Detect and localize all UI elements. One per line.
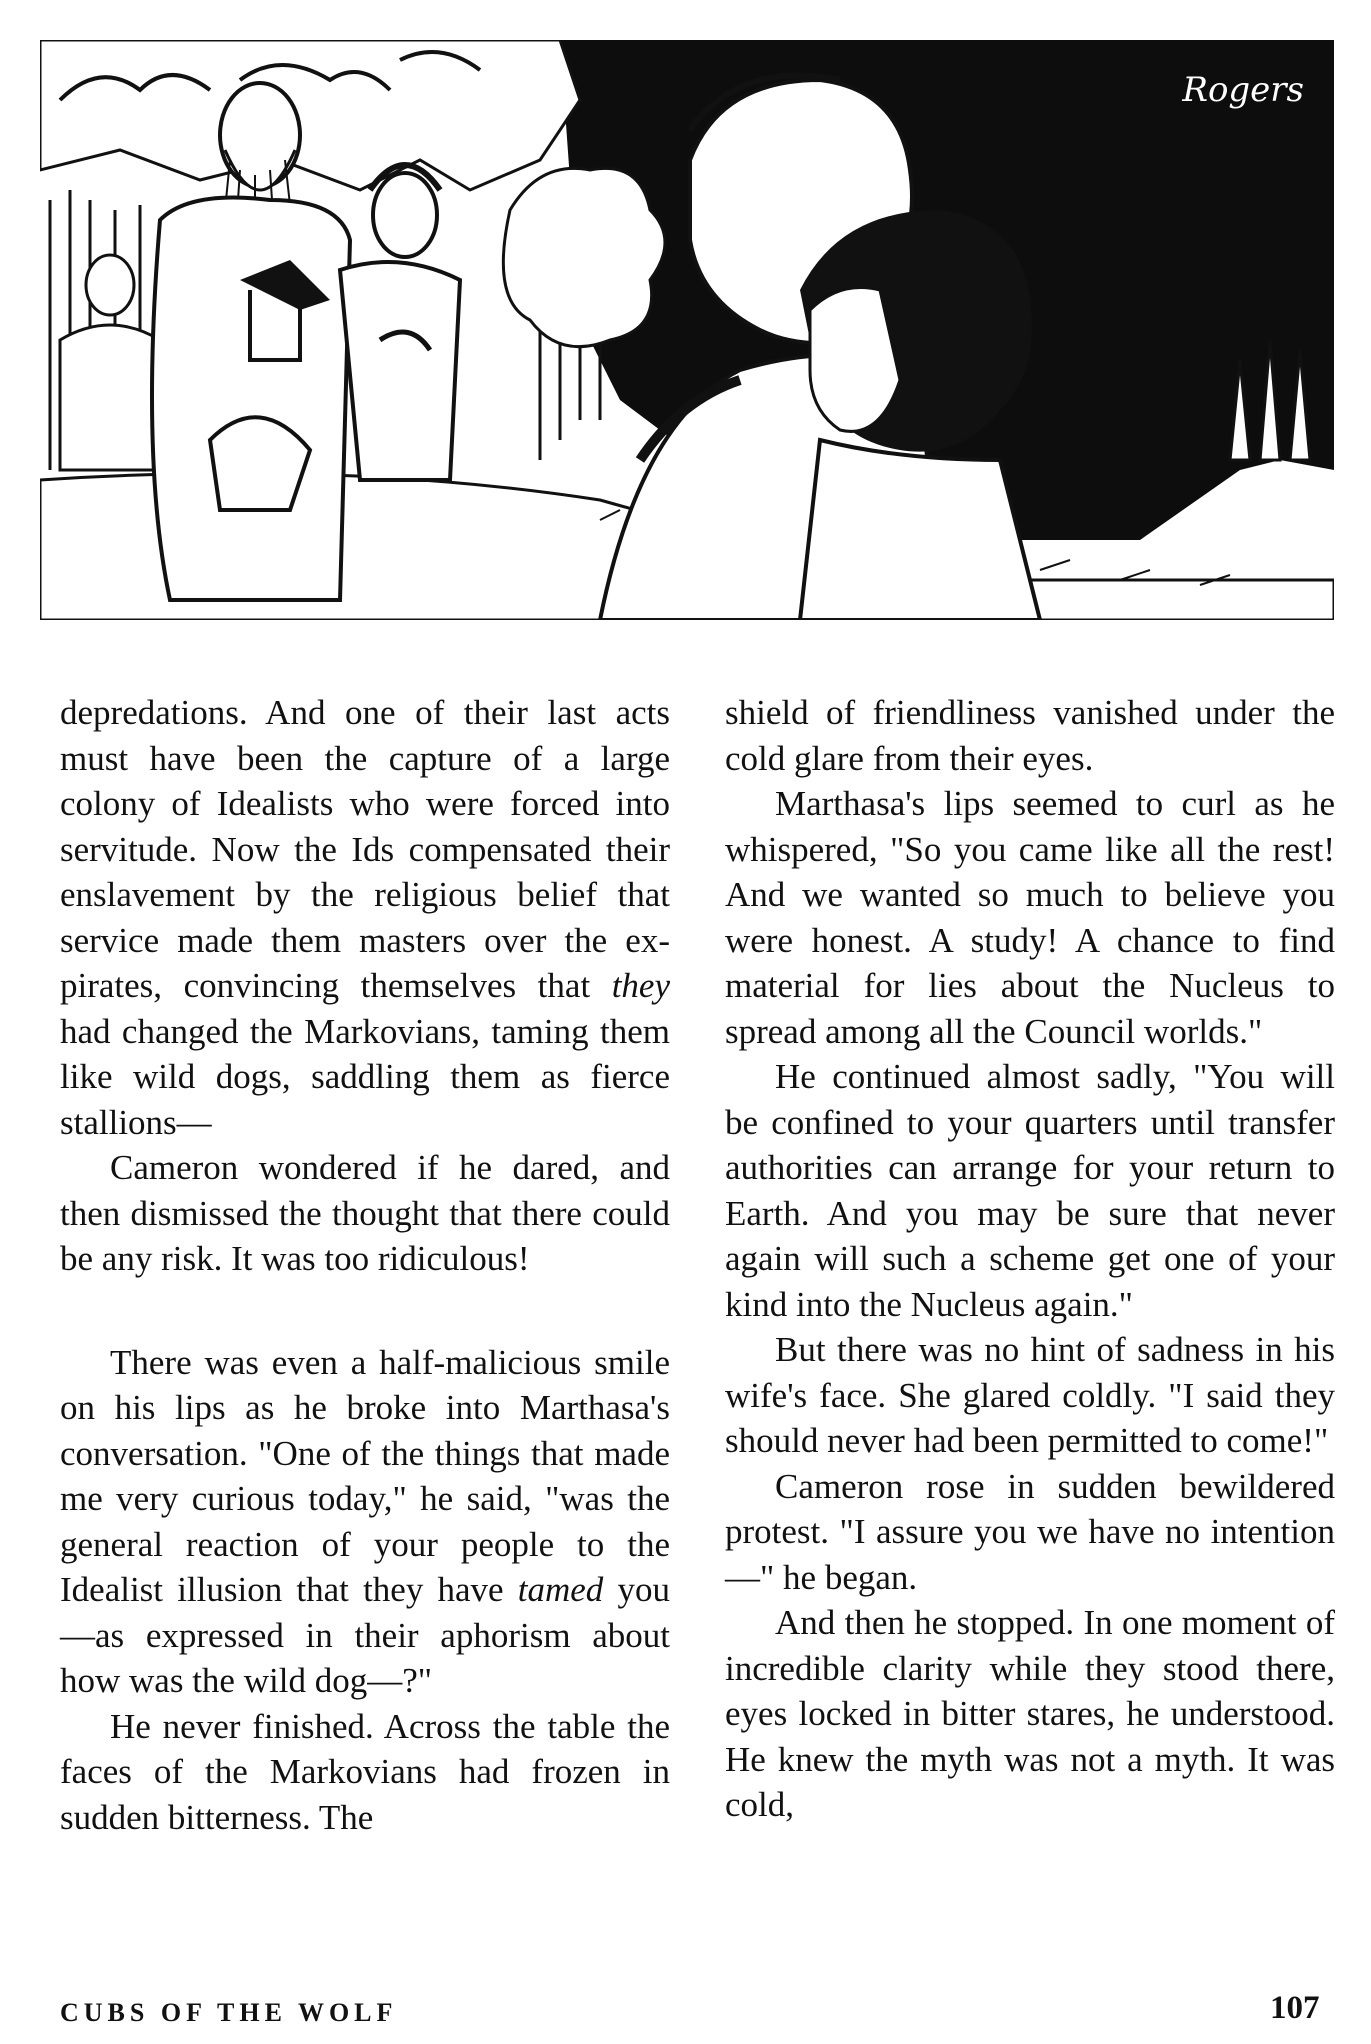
paragraph: depredations. And one of their last acts must have been the capture of a large colony of Idealists who were forced into servitude. Now the Ids compensated their enslavement by the religious belief that service made them masters over the ex-pirates, convincing themselves that they had changed the Markovians, taming them like wild dogs, saddling them as fierce stallions— [60, 693, 670, 1142]
paragraph: But there was no hint of sadness in his wife's face. She glared coldly. "I said they should never had been permitted to come!" [725, 1330, 1335, 1460]
paragraph: Cameron wondered if he dared, and then dismissed the thought that there could be any risk. It was too ridiculous! [60, 1148, 670, 1278]
running-title: CUBS OF THE WOLF [60, 1998, 398, 2027]
left-text-column [60, 690, 670, 1840]
paragraph: There was even a half-malicious smile on his lips as he broke into Marthasa's conversation. "One of the things that made me very curious today," he said, "was the general reaction of your people to the Idealist illusion that they have tamed you—as expressed in their aphorism about how was the wild dog—?" [60, 1342, 670, 1700]
paragraph: And then he stopped. In one moment of incredible clarity while they stood there, eyes locked in bitter stares, he understood. He knew the myth was not a myth. It was cold, [725, 1603, 1335, 1824]
right-text-column [725, 690, 1335, 1828]
paragraph: Marthasa's lips seemed to curl as he whispered, "So you came like all the rest! And we wanted so much to believe you were honest. A study! A chance to find material for lies about the Nucleus to spread among all the Council worlds." [725, 784, 1335, 1051]
paragraph: He continued almost sadly, "You will be confined to your quarters until transfer authorities can arrange for your return to Earth. And you may be sure that never again will such a scheme get one of your kind into the Nucleus again." [725, 1057, 1335, 1324]
paragraph: Cameron rose in sudden bewildered protest. "I assure you we have no intention—" he began. [725, 1466, 1335, 1597]
illustrator-signature: Rogers [1182, 70, 1304, 110]
page-number: 107 [1270, 1990, 1320, 2026]
story-illustration [40, 40, 1334, 620]
paragraph: shield of friendliness vanished under the cold glare from their eyes. [725, 693, 1335, 778]
illustration-artwork [40, 40, 1334, 620]
paragraph: He never finished. Across the table the faces of the Markovians had frozen in sudden bitterness. The [60, 1706, 670, 1837]
